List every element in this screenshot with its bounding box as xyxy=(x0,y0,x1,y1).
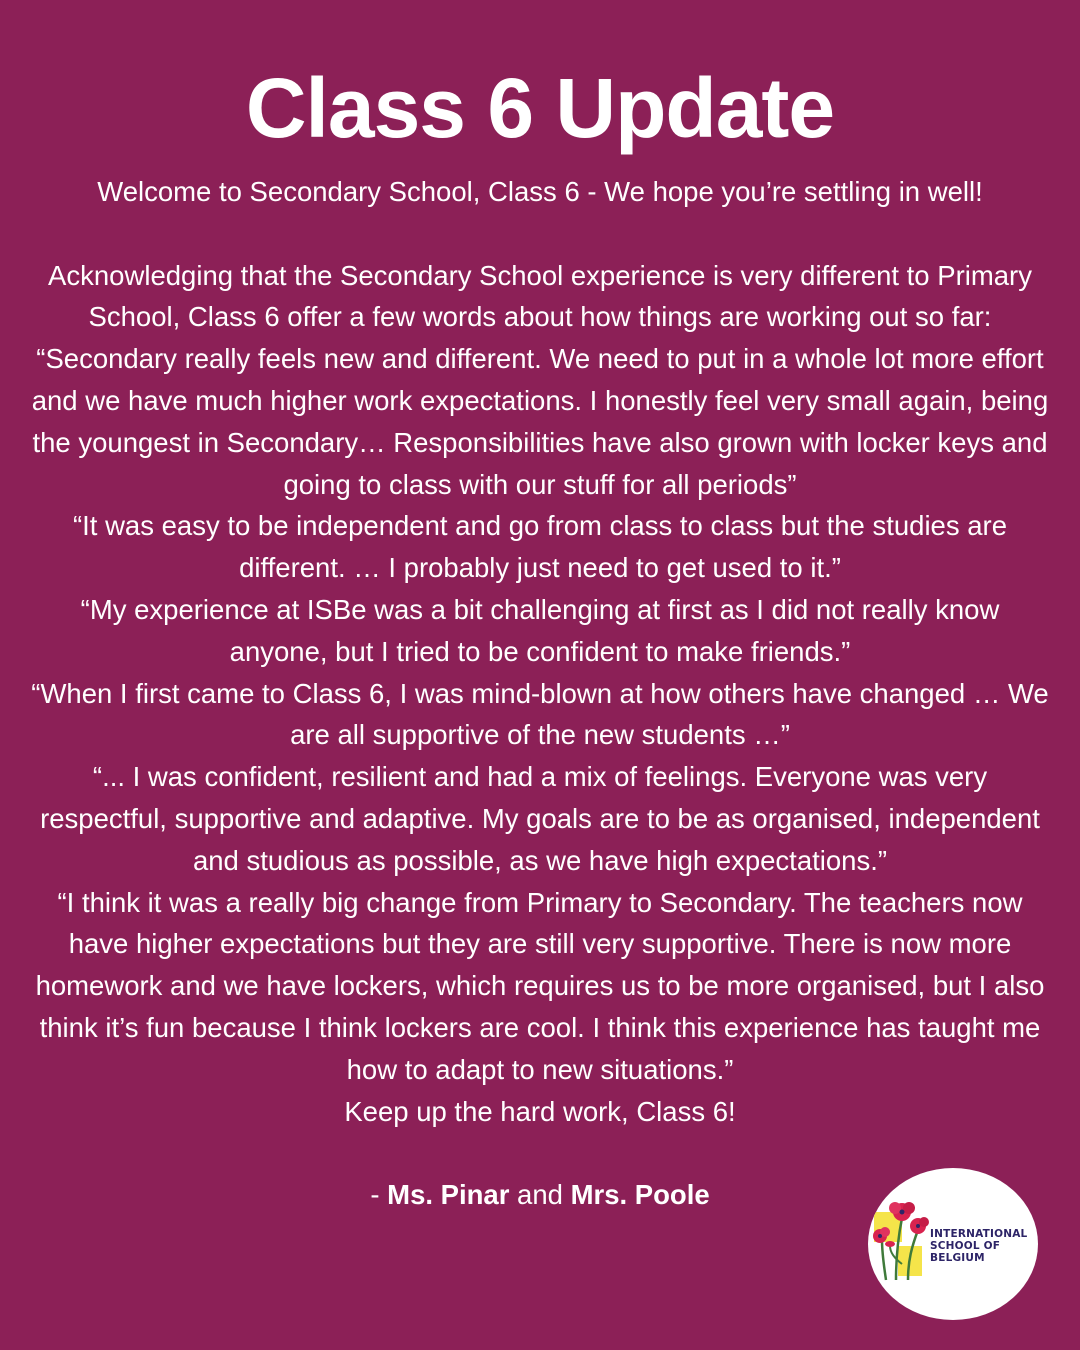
logo-text-line: INTERNATIONAL xyxy=(930,1228,1028,1240)
student-quote: “I think it was a really big change from Primary to Secondary. The teachers now have higher expectations but they are still very supportive. There is now more homework and we have lockers, which requires us to be more organised, but I also think it’s fun because I think lockers are cool. I think this experience has taught me how to adapt to new situations.” xyxy=(35,886,1045,1085)
signature-prefix: - xyxy=(370,1179,388,1211)
student-quote: “It was easy to be independent and go from class to class but the studies are different. … I probably just need to get used to it.” xyxy=(72,510,1007,584)
logo-wordmark xyxy=(930,1228,1038,1264)
student-quote: “... I was confident, resilient and had a mix of feelings. Everyone was very respectful, supportive and adaptive. My goals are to be as organised, independent and studious as possible, as we have high expectations.” xyxy=(40,761,1040,876)
closing-text: Keep up the hard work, Class 6! xyxy=(344,1095,736,1127)
welcome-text: Welcome to Secondary School, Class 6 - We hope you’re settling in well! xyxy=(97,176,983,207)
student-quote: “My experience at ISBe was a bit challenging at first as I did not really know anyone, but I tried to be confident to make friends.” xyxy=(80,593,1000,667)
school-logo xyxy=(868,1168,1038,1320)
student-quote: “When I first came to Class 6, I was mind-blown at how others have changed … We are all supportive of the new students …” xyxy=(31,677,1049,751)
student-quote: “Secondary really feels new and different. We need to put in a whole lot more effort and we have much higher work expectations. I honestly feel very small again, being the youngest in Secondary… Responsibilities have also grown with locker keys and going to class with our stuff for all periods” xyxy=(31,343,1049,500)
intro-text: Acknowledging that the Secondary School experience is very different to Primary School, Class 6 offer a few words about how things are working out so far: xyxy=(48,259,1032,333)
spacer xyxy=(30,213,1050,255)
page-title: Class 6 Update xyxy=(245,61,835,155)
teacher-name: Ms. Pinar xyxy=(387,1179,510,1211)
teacher-name: Mrs. Poole xyxy=(570,1179,710,1211)
logo-text-line: BELGIUM xyxy=(930,1252,985,1264)
update-body xyxy=(30,171,1050,1216)
signature-joiner: and xyxy=(509,1179,571,1211)
logo-text-line: SCHOOL OF xyxy=(930,1240,1001,1252)
